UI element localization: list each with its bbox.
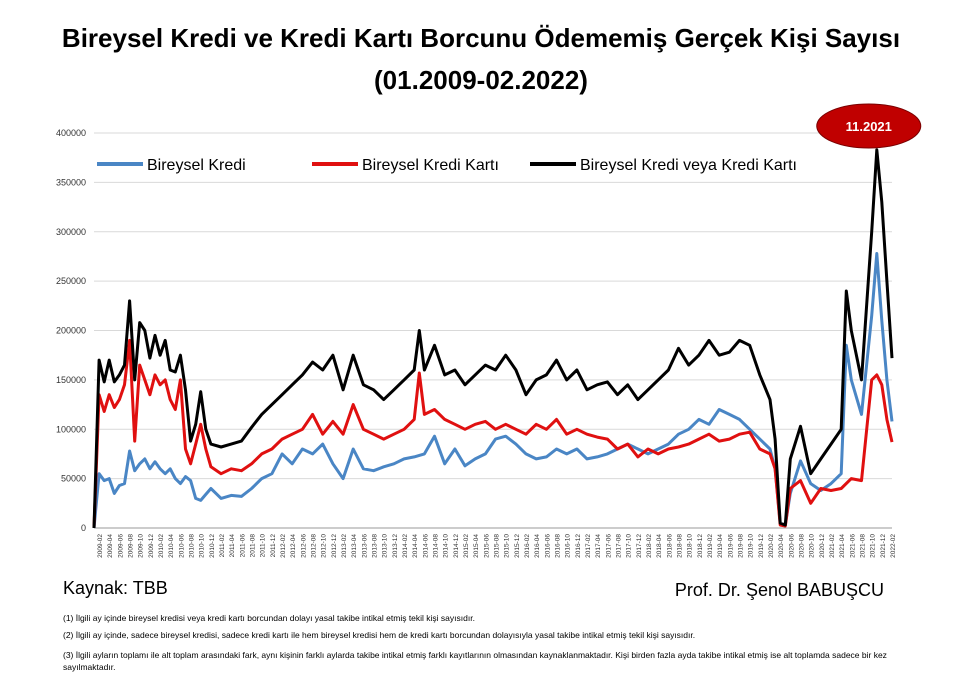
x-tick-label: 2017-02 xyxy=(585,534,593,558)
y-tick-label: 400000 xyxy=(55,128,86,138)
author-label: Prof. Dr. Şenol BABUŞCU xyxy=(674,580,884,600)
x-tick-label: 2016-08 xyxy=(554,534,562,558)
x-tick-label: 2011-02 xyxy=(219,534,227,558)
x-tick-label: 2014-02 xyxy=(402,534,410,558)
x-tick-label: 2012-08 xyxy=(310,534,318,558)
x-tick-label: 2012-10 xyxy=(320,534,328,558)
x-tick-label: 2019-02 xyxy=(707,534,715,558)
x-tick-label: 2016-02 xyxy=(524,534,532,558)
x-tick-label: 2016-12 xyxy=(574,534,582,558)
x-tick-label: 2010-12 xyxy=(208,534,216,558)
x-tick-label: 2020-08 xyxy=(798,534,806,558)
chart-title: Bireysel Kredi ve Kredi Kartı Borcunu Ödememiş Gerçek Kişi Sayısı xyxy=(61,23,901,53)
x-tick-label: 2009-10 xyxy=(137,534,145,558)
y-tick-label: 300000 xyxy=(55,226,86,237)
x-tick-label: 2018-08 xyxy=(676,534,684,558)
x-tick-label: 2021-06 xyxy=(849,534,857,558)
x-tick-label: 2017-08 xyxy=(615,534,623,558)
x-tick-label: 2019-04 xyxy=(717,534,725,558)
x-tick-label: 2014-12 xyxy=(452,534,460,558)
x-tick-label: 2015-04 xyxy=(473,534,481,558)
footnote-2: (2) İlgili ay içinde, sadece bireysel kredisi, sadece kredi kartı ile hem bireysel kredisi hem de kredi kartı borcundan dolayısıyla yasal takibe intikal etmiş tekil kişi sayısıdır. xyxy=(63,630,696,640)
x-tick-label: 2013-06 xyxy=(361,534,369,558)
footnote-1: (1) İlgili ay içinde bireysel kredisi veya kredi kartı borcundan dolayı yasal takibe intikal etmiş tekil kişi sayısıdır. xyxy=(63,613,475,623)
y-tick-label: 100000 xyxy=(55,424,86,435)
x-tick-label: 2011-10 xyxy=(259,534,267,558)
x-tick-label: 2018-02 xyxy=(646,534,654,558)
x-tick-label: 2014-04 xyxy=(412,534,420,558)
legend-label-2: Bireysel Kredi Kartı xyxy=(362,157,499,174)
x-tick-label: 2019-08 xyxy=(737,534,745,558)
series-line-3 xyxy=(94,150,892,528)
x-tick-label: 2017-04 xyxy=(595,534,603,558)
callout-label: 11.2021 xyxy=(845,119,892,134)
legend-label-3: Bireysel Kredi veya Kredi Kartı xyxy=(580,157,797,174)
x-tick-label: 2020-04 xyxy=(778,534,786,558)
x-tick-label: 2015-10 xyxy=(503,534,511,558)
x-tick-label: 2009-02 xyxy=(97,534,105,558)
x-tick-label: 2018-12 xyxy=(696,534,704,558)
x-tick-label: 2021-08 xyxy=(859,534,867,558)
x-tick-label: 2018-06 xyxy=(666,534,674,558)
x-tick-label: 2019-12 xyxy=(757,534,765,558)
x-tick-label: 2020-06 xyxy=(788,534,796,558)
x-tick-label: 2012-04 xyxy=(290,534,298,558)
x-tick-label: 2010-04 xyxy=(168,534,176,558)
x-tick-label: 2015-12 xyxy=(513,534,521,558)
x-tick-label: 2009-06 xyxy=(117,534,125,558)
x-tick-label: 2012-06 xyxy=(300,534,308,558)
source-label: Kaynak: TBB xyxy=(63,578,168,598)
x-tick-label: 2011-12 xyxy=(269,534,277,558)
x-tick-label: 2009-12 xyxy=(147,534,155,558)
x-tick-label: 2015-08 xyxy=(493,534,501,558)
x-tick-label: 2021-12 xyxy=(879,534,887,558)
x-tick-label: 2015-02 xyxy=(463,534,471,558)
x-tick-label: 2017-06 xyxy=(605,534,613,558)
x-tick-label: 2016-06 xyxy=(544,534,552,558)
x-tick-label: 2012-12 xyxy=(330,534,338,558)
y-tick-label: 250000 xyxy=(55,276,86,287)
x-tick-label: 2013-12 xyxy=(391,534,399,558)
x-tick-label: 2014-06 xyxy=(422,534,430,558)
x-tick-label: 2020-12 xyxy=(818,534,826,558)
x-tick-label: 2014-08 xyxy=(432,534,440,558)
x-tick-label: 2010-02 xyxy=(158,534,166,558)
x-tick-label: 2021-02 xyxy=(829,534,837,558)
x-tick-label: 2011-04 xyxy=(229,534,237,558)
y-tick-label: 0 xyxy=(80,523,86,533)
x-tick-label: 2022-02 xyxy=(890,534,897,558)
x-tick-label: 2011-06 xyxy=(239,534,247,558)
x-tick-label: 2009-08 xyxy=(127,534,135,558)
x-tick-label: 2011-08 xyxy=(249,534,257,558)
x-tick-label: 2018-10 xyxy=(686,534,694,558)
x-tick-label: 2019-10 xyxy=(747,534,755,558)
x-tick-label: 2020-10 xyxy=(808,534,816,558)
x-tick-label: 2010-06 xyxy=(178,534,186,558)
x-tick-label: 2013-10 xyxy=(381,534,389,558)
chart-subtitle: (01.2009-02.2022) xyxy=(374,65,588,95)
x-tick-label: 2016-10 xyxy=(564,534,572,558)
x-tick-label: 2019-06 xyxy=(727,534,735,558)
x-tick-label: 2017-12 xyxy=(635,534,643,558)
footnote-3: (3) İlgili ayların toplamı ile alt toplam arasındaki fark, aynı kişinin farklı aylarda takibe intikal etmiş farklı kayıtlarının olmasından kaynaklanmaktadır. Kişi birden fazla ayda takibe intikal etmiş ise alt toplamda sadece bir kez sayılmaktadır. xyxy=(63,650,887,672)
x-tick-label: 2010-08 xyxy=(188,534,196,558)
y-tick-label: 50000 xyxy=(60,473,86,484)
y-tick-label: 350000 xyxy=(55,177,86,188)
x-tick-label: 2013-02 xyxy=(341,534,349,558)
x-tick-label: 2021-10 xyxy=(869,534,877,558)
x-tick-label: 2013-04 xyxy=(351,534,359,558)
x-tick-label: 2016-04 xyxy=(534,534,542,558)
x-tick-label: 2020-02 xyxy=(768,534,776,558)
x-tick-label: 2009-04 xyxy=(107,534,115,558)
x-tick-label: 2010-10 xyxy=(198,534,206,558)
series-line-1 xyxy=(94,254,892,529)
x-tick-label: 2018-04 xyxy=(656,534,664,558)
x-tick-label: 2013-08 xyxy=(371,534,379,558)
x-tick-label: 2015-06 xyxy=(483,534,491,558)
x-tick-label: 2021-04 xyxy=(839,534,847,558)
x-tick-label: 2012-02 xyxy=(280,534,288,558)
x-tick-label: 2017-10 xyxy=(625,534,633,558)
y-tick-label: 150000 xyxy=(55,374,86,385)
x-tick-label: 2014-10 xyxy=(442,534,450,558)
legend-label-1: Bireysel Kredi xyxy=(147,157,246,174)
y-tick-label: 200000 xyxy=(55,325,86,336)
